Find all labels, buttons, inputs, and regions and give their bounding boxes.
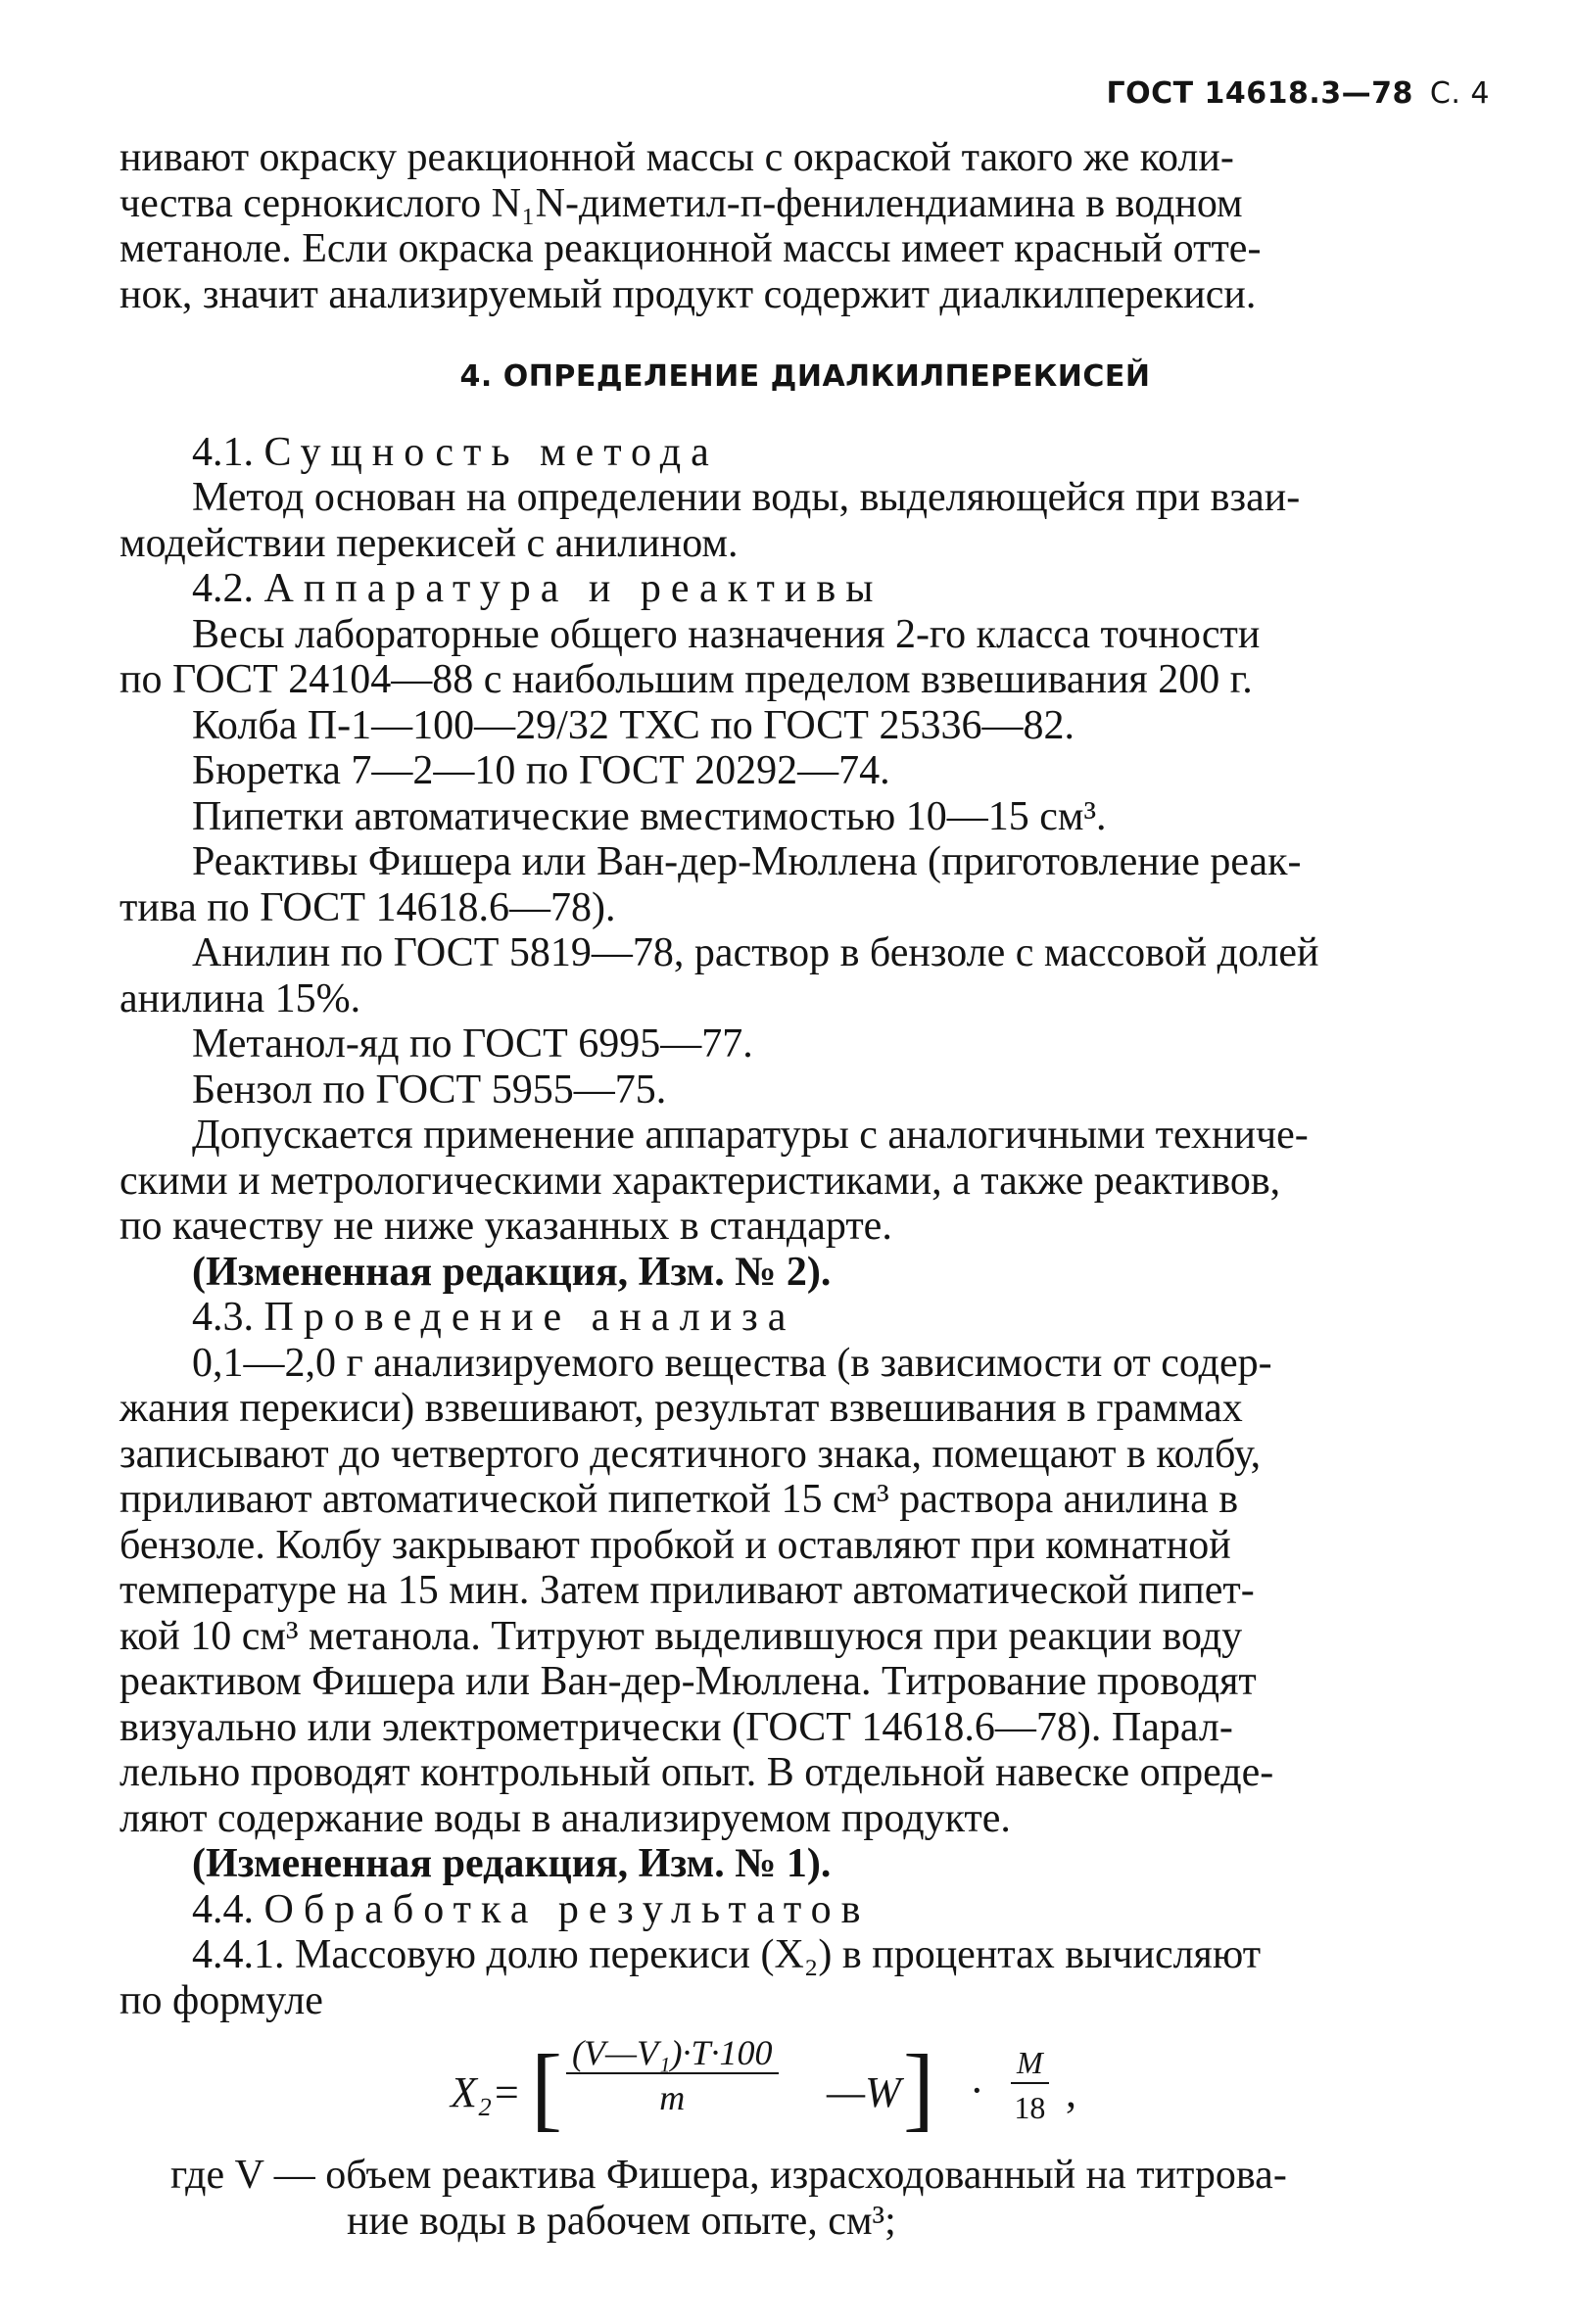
page-header — [1107, 76, 1491, 111]
list-item: Анилин по ГОСТ 5819—78, раствор в бензоле с массовой долей — [192, 930, 1319, 975]
text-line: Метод основан на определении воды, выделяющейся при взаи- — [192, 475, 1301, 520]
legend-line: ние воды в рабочем опыте, см³; — [347, 2198, 896, 2244]
list-item: по ГОСТ 24104—88 с наибольшим пределом взвешивания 200 г. — [119, 657, 1253, 702]
list-item: Допускается применение аппаратуры с аналогичными техниче- — [192, 1113, 1309, 1158]
list-item: Бензол по ГОСТ 5955—75. — [192, 1067, 667, 1113]
text-line: визуально или электрометрически (ГОСТ 14618.6—78). Парал- — [119, 1704, 1233, 1750]
text-line: 0,1—2,0 г анализируемого вещества (в зависимости от содер- — [192, 1340, 1272, 1386]
intro-line-2: чества сернокислого N₁N-диметил-п-фенилендиамина в водном — [119, 180, 1243, 226]
formula-fraction — [566, 2033, 779, 2117]
multiply-dot: · — [970, 2066, 984, 2114]
subsection-4-1-heading — [119, 430, 1491, 476]
intro-line-3: метаноле. Если окраска реакционной массы имеет красный отте- — [119, 226, 1262, 271]
formula-lhs: X₂= — [451, 2068, 521, 2116]
legend-line: где V — объем реактива Фишера, израсходованный на титрова- — [170, 2153, 1287, 2198]
subsection-4-3-heading — [119, 1295, 1491, 1341]
text-line: температуре на 15 мин. Затем приливают автоматической пипет- — [119, 1568, 1255, 1613]
subsection-4-4-heading — [119, 1887, 1491, 1933]
subsection-number: 4.1. — [192, 429, 254, 475]
text-line: кой 10 см³ метанола. Титруют выделившуюся при реакции воду — [119, 1613, 1243, 1659]
subsection-number: 4.2. — [192, 566, 254, 611]
formula-tail: , — [1066, 2068, 1076, 2116]
text-line: лельно проводят контрольный опыт. В отдельной навеске опреде- — [119, 1750, 1274, 1795]
text-line: бензоле. Колбу закрывают пробкой и оставляют при комнатной — [119, 1522, 1231, 1568]
formula-legend — [119, 2153, 1491, 2244]
formula — [119, 2031, 1491, 2147]
subsection-title: Проведение анализа — [263, 1295, 796, 1340]
formula-minus-w: —W — [827, 2068, 901, 2116]
list-item: Весы лабораторные общего назначения 2-го класса точности — [192, 611, 1261, 657]
list-item: Метанол-яд по ГОСТ 6995—77. — [192, 1021, 753, 1067]
subsection-4-2-heading — [119, 566, 1491, 612]
subsection-title: Сущность метода — [263, 429, 719, 475]
intro-line-4: нок, значит анализируемый продукт содержит диалкилперекиси. — [119, 271, 1257, 317]
left-bracket: [ — [531, 2035, 562, 2140]
document-body — [119, 135, 1491, 2244]
list-item: Колба П-1—100—29/32 ТХС по ГОСТ 25336—82. — [192, 702, 1075, 748]
amendment-note: (Измененная редакция, Изм. № 2). — [192, 1249, 832, 1295]
text-line: по формуле — [119, 1977, 323, 2023]
right-bracket: ] — [903, 2035, 934, 2140]
text-line: приливают автоматической пипеткой 15 см³ раствора анилина в — [119, 1477, 1239, 1522]
text-line: ляют содержание воды в анализируемом продукте. — [119, 1795, 1011, 1841]
list-item: Бюретка 7—2—10 по ГОСТ 20292—74. — [192, 748, 890, 793]
molar-denominator: 18 — [1011, 2082, 1049, 2127]
list-item: по качеству не ниже указанных в стандарте. — [119, 1204, 892, 1249]
list-item: анилина 15%. — [119, 975, 361, 1021]
list-item: Реактивы Фишера или Ван-дер-Мюллена (приготовление реак- — [192, 839, 1302, 884]
subsection-title: Обработка результатов — [263, 1886, 871, 1932]
subsection-title: Аппаратура и реактивы — [263, 566, 884, 611]
formula-denominator: m — [566, 2072, 779, 2117]
molar-numerator: M — [1017, 2045, 1043, 2080]
section-title: 4. ОПРЕДЕЛЕНИЕ ДИАЛКИЛПЕРЕКИСЕЙ — [459, 359, 1151, 394]
standard-code: ГОСТ 14618.3—78 — [1106, 76, 1413, 111]
page-number: С. 4 — [1429, 76, 1490, 111]
text-line: реактивом Фишера или Ван-дер-Мюллена. Титрование проводят — [119, 1659, 1257, 1704]
text-line: модействии перекисей с анилином. — [119, 520, 739, 566]
molar-fraction — [1011, 2043, 1049, 2127]
formula-numerator: (V—V₁)·T·100 — [572, 2033, 773, 2072]
text-line: жания перекиси) взвешивают, результат взвешивания в граммах — [119, 1386, 1243, 1431]
text-line: 4.4.1. Массовую долю перекиси (X₂) в процентах вычисляют — [192, 1932, 1262, 1977]
amendment-note: (Измененная редакция, Изм. № 1). — [192, 1841, 832, 1886]
subsection-number: 4.4. — [192, 1886, 254, 1932]
intro-line-1: нивают окраску реакционной массы с окраской такого же коли- — [119, 135, 1234, 180]
list-item: Пипетки автоматические вместимостью 10—15 см³. — [192, 793, 1107, 839]
list-item: скими и метрологическими характеристиками, а также реактивов, — [119, 1158, 1281, 1204]
subsection-number: 4.3. — [192, 1295, 254, 1340]
text-line: записывают до четвертого десятичного знака, помещают в колбу, — [119, 1431, 1262, 1477]
list-item: тива по ГОСТ 14618.6—78). — [119, 884, 616, 930]
